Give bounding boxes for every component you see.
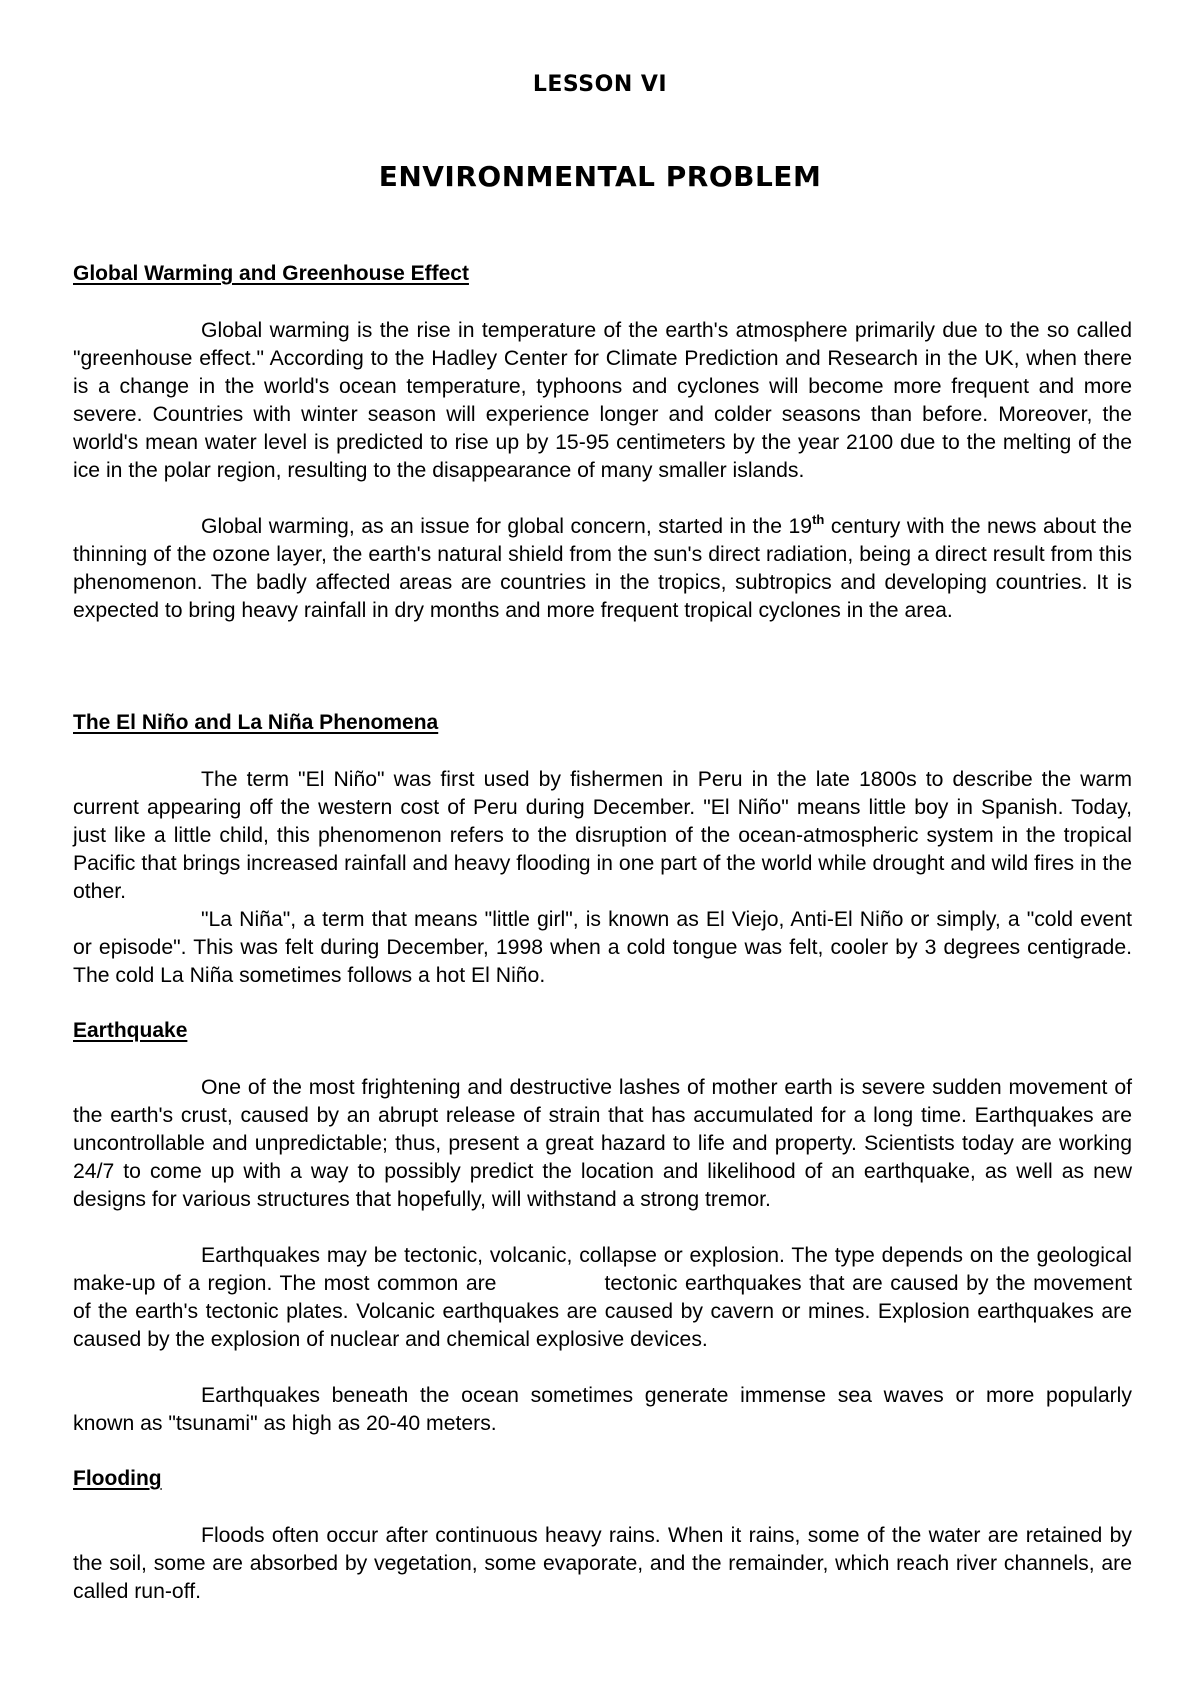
paragraph-el-nino-2: "La Niña", a term that means "little girl", is known as El Viejo, Anti-El Niño or simply, a "cold event or episode". This was felt during December, 1998 when a cold tongue was felt, cooler by 3 degrees centigrade. The cold La Niña sometimes follows a hot El Niño. [73, 908, 1132, 987]
paragraph-text: century with the news about the thinning of the ozone layer, the earth's natural shield from the sun's direct radiation, being a direct result from this phenomenon. The badly affected areas are countries in the tropics, subtropics and developing countries. It is expected to bring heavy rainfall in dry months and more frequent tropical cyclones in the area. [73, 515, 1132, 622]
heading-el-nino: The El Niño and La Niña Phenomena [73, 711, 439, 734]
paragraph-global-warming-2 [73, 513, 1132, 625]
paragraph-global-warming-1: Global warming is the rise in temperature of the earth's atmosphere primarily due to the so called "greenhouse effect." According to the Hadley Center for Climate Prediction and Research in the UK, when there is a change in the world's ocean temperature, typhoons and cyclones will become more frequent and more severe. Countries with winter season will experience longer and colder seasons than before. Moreover, the world's mean water level is predicted to rise up by 15-95 centimeters by the year 2100 due to the melting of the ice in the polar region, resulting to the disappearance of many smaller islands. [73, 319, 1132, 482]
paragraph-earthquake-2 [73, 1242, 1132, 1354]
lesson-label: LESSON VI [532, 72, 668, 97]
paragraph-flooding-1: Floods often occur after continuous heavy rains. When it rains, some of the water are retained by the soil, some are absorbed by vegetation, some evaporate, and the remainder, which reach river channels, are called run-off. [73, 1524, 1132, 1603]
heading-earthquake: Earthquake [73, 1019, 188, 1042]
ordinal-suffix: th [812, 512, 825, 527]
paragraph-el-nino-1: The term "El Niño" was first used by fishermen in Peru in the late 1800s to describe the warm current appearing off the western cost of Peru during December. "El Niño" means little boy in Spanish. Today, just like a little child, this phenomenon refers to the disruption of the ocean-atmospheric system in the tropical Pacific that brings increased rainfall and heavy flooding in one part of the world while drought and wild fires in the other. [73, 768, 1132, 903]
paragraph-earthquake-3: Earthquakes beneath the ocean sometimes generate immense sea waves or more popularly known as "tsunami" as high as 20-40 meters. [73, 1384, 1132, 1435]
heading-global-warming: Global Warming and Greenhouse Effect [73, 262, 469, 285]
paragraph-text: tectonic earthquakes that are caused by the movement of the earth's tectonic plates. Volcanic earthquakes are caused by cavern or mines. Explosion earthquakes are caused by the explosion of nuclear and chemical explosive devices. [73, 1271, 1132, 1351]
page-title: ENVIRONMENTAL PROBLEM [378, 160, 822, 193]
paragraph-text: Global warming, as an issue for global concern, started in the 19 [201, 515, 813, 538]
heading-flooding: Flooding [73, 1467, 162, 1490]
paragraph-text: Earthquakes may be tectonic, volcanic, collapse or explosion. The type depends on the geological make-up of a region. The most common are [73, 1244, 1132, 1295]
paragraph-earthquake-1: One of the most frightening and destructive lashes of mother earth is severe sudden movement of the earth's crust, caused by an abrupt release of strain that has accumulated for a long time. Earthquakes are uncontrollable and unpredictable; thus, present a great hazard to life and property. Scientists today are working 24/7 to come up with a way to possibly predict the location and likelihood of an earthquake, as well as new designs for various structures that hopefully, will withstand a strong tremor. [73, 1076, 1132, 1211]
